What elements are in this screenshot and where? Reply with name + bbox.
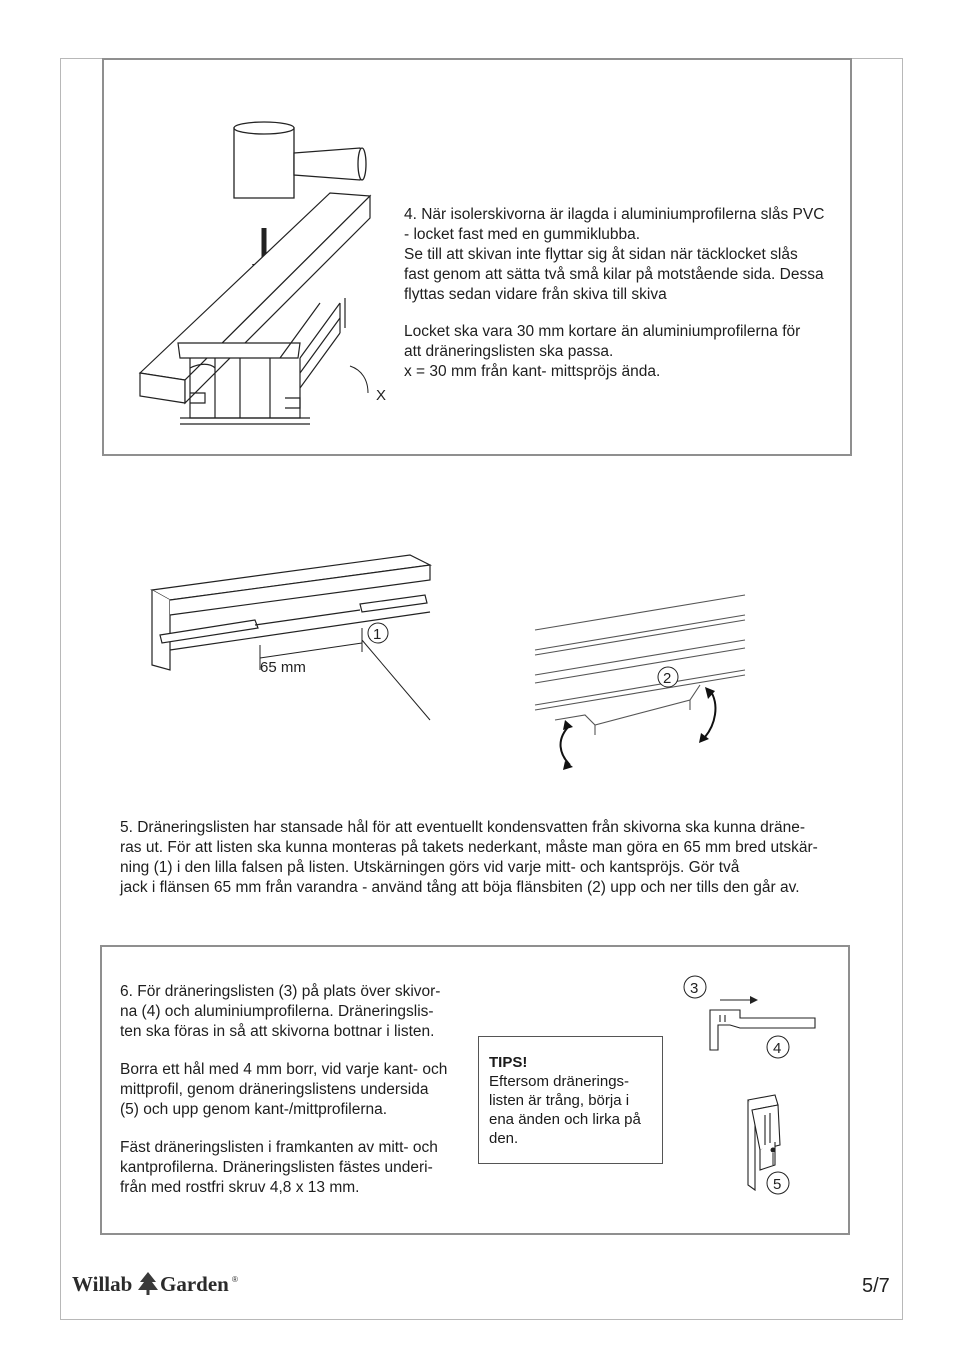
tips-line: listen är trång, börja i <box>489 1092 630 1109</box>
drainage-strip-illustration <box>140 540 460 730</box>
step-4-note-line: Locket ska vara 30 mm kortare än aluminiumprofilerna för <box>404 323 801 340</box>
registered-mark: ® <box>232 1275 238 1284</box>
hammer-profile-illustration <box>130 118 400 428</box>
page-number: 5/7 <box>862 1275 890 1297</box>
step-4-note-line: x = 30 mm från kant- mittspröjs ända. <box>404 363 661 380</box>
step-6-text <box>120 982 470 1198</box>
flange-bend-illustration <box>525 575 750 775</box>
callout-2: 2 <box>663 670 672 687</box>
step-6-line: Borra ett hål med 4 mm borr, vid varje kant- och <box>120 1061 448 1078</box>
brand-garden: Garden <box>160 1272 229 1296</box>
step-4-note-line: att dräneringslisten ska passa. <box>404 343 614 360</box>
callout-3: 3 <box>690 980 699 997</box>
tree-logo-icon <box>138 1272 158 1295</box>
step-5-line: ras ut. För att listen ska kunna monteras på takets nederkant, måste man göra en 65 mm bred utskär- <box>120 839 818 856</box>
step-4-line: flyttas sedan vidare från skiva till skiva <box>404 286 667 303</box>
step-6-line: Fäst dräneringslisten i framkanten av mitt- och <box>120 1139 438 1156</box>
drainage-assembly-illustration <box>680 970 840 1200</box>
screw-hole-icon <box>771 1148 776 1153</box>
step-5-text <box>120 818 850 898</box>
step-6-line: kantprofilerna. Dräneringslisten fästes underi- <box>120 1159 433 1176</box>
step-6-line: från med rostfri skruv 4,8 x 13 mm. <box>120 1179 360 1196</box>
step-4-text <box>404 205 844 305</box>
step-5-line: ning (1) i den lilla falsen på listen. Utskärningen görs vid varje mitt- och kantspröjs. Gör två <box>120 859 740 876</box>
step-6-line: mittprofil, genom dräneringslistens undersida <box>120 1081 429 1098</box>
step-4-line: - locket fast med en gummiklubba. <box>404 226 641 243</box>
tips-line: ena änden och lirka på <box>489 1111 641 1128</box>
step-6-line: na (4) och aluminiumprofilerna. Dräneringslis- <box>120 1003 434 1020</box>
bend-arrow-icon <box>561 690 716 765</box>
tips-box <box>478 1036 663 1164</box>
dimension-x-label: X <box>376 387 387 404</box>
step-5-line: 5. Dräneringslisten har stansade hål för att eventuellt kondensvatten från skivorna ska kunna dräne- <box>120 819 805 836</box>
hammer-icon <box>234 122 366 198</box>
step-4-line: Se till att skivan inte flyttar sig åt sidan när täcklocket slås <box>404 246 798 263</box>
callout-5: 5 <box>773 1176 782 1193</box>
tips-line: den. <box>489 1130 519 1147</box>
dimension-65mm-label: 65 mm <box>260 659 306 676</box>
tips-line: Eftersom dränerings- <box>489 1073 630 1090</box>
step-6-line: 6. För dräneringslisten (3) på plats över skivor- <box>120 983 441 1000</box>
callout-4: 4 <box>773 1040 782 1057</box>
step-4-line: 4. När isolerskivorna är ilagda i aluminiumprofilerna slås PVC <box>404 206 825 223</box>
callout-1: 1 <box>373 626 382 643</box>
brand-willab: Willab <box>72 1272 133 1296</box>
step-4-line: fast genom att sätta två små kilar på motstående sida. Dessa <box>404 266 824 283</box>
tips-title: TIPS! <box>489 1054 528 1071</box>
step-6-line: ten ska föras in så att skivorna bottnar i listen. <box>120 1023 435 1040</box>
step-5-line: jack i flänsen 65 mm från varandra - använd tång att böja flänsbiten (2) upp och ner tills den går av. <box>120 879 800 896</box>
step-4-note <box>404 322 844 382</box>
arrow-right-icon <box>720 996 758 1004</box>
step-6-line: (5) och upp genom kant-/mittprofilerna. <box>120 1101 388 1118</box>
willab-garden-logo <box>72 1268 242 1298</box>
